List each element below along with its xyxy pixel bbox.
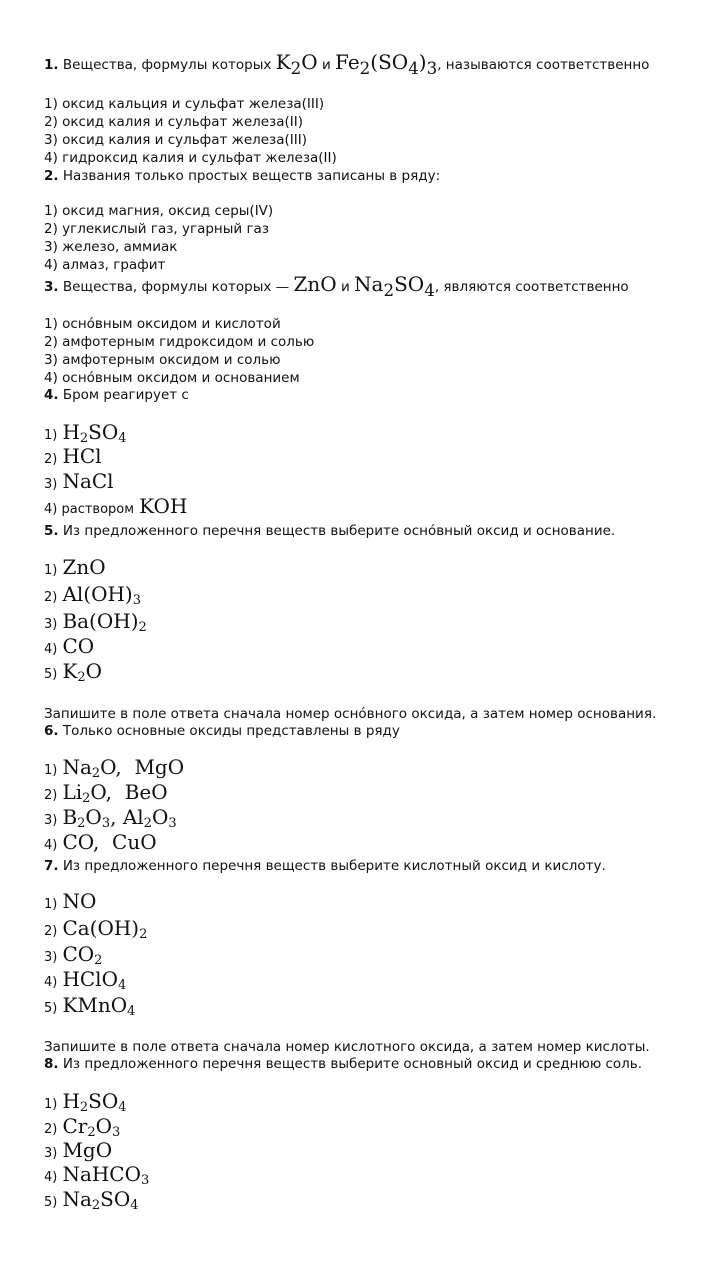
question-3 [44, 272, 629, 300]
option-label: 1) [44, 428, 58, 443]
option [44, 755, 184, 779]
formula: $Li_2O$, BeO [62, 780, 168, 806]
formula: KMnO$_4$ [62, 993, 136, 1019]
question-5 [44, 523, 615, 539]
formula: $Na_2SO_4$ [354, 272, 435, 300]
option-label: 3) [44, 1146, 58, 1161]
formula: NO [62, 889, 97, 913]
question-number: 2. [44, 168, 59, 184]
option: 1) оснóвным оксидом и кислотой [44, 316, 281, 332]
formula: $H_2SO_4$ [62, 1089, 127, 1115]
option: 4) алмаз, графит [44, 257, 166, 273]
option [44, 1114, 120, 1138]
question-text: Вещества, формулы которых [62, 57, 272, 73]
question-number: 4. [44, 387, 59, 403]
option-label: 5) [44, 1195, 58, 1210]
formula: $Cr_2O_3$ [62, 1114, 121, 1140]
question-text: Только основные оксиды представлены в ряду [62, 723, 400, 739]
option-label: 5) [44, 1001, 58, 1016]
answer-instruction: Запишите в поле ответа сначала номер оснóвного оксида, а затем номер основания. [44, 706, 657, 722]
question-text: , называются соответственно [437, 57, 650, 73]
question-number: 1. [44, 57, 59, 73]
option-label: 4) [44, 975, 58, 990]
formula: MgO [62, 1138, 113, 1162]
question-number: 7. [44, 858, 59, 874]
option: 2) углекислый газ, угарный газ [44, 221, 270, 237]
formula: $Fe_2(SO_4)_3$ [335, 50, 438, 78]
option: 3) амфотерным оксидом и солью [44, 352, 281, 368]
option-label: 3) [44, 813, 58, 828]
option: 4) оснóвным оксидом и основанием [44, 370, 300, 386]
question-6 [44, 723, 400, 739]
formula: $Na_2O$, MgO [62, 755, 185, 781]
option: 3) железо, аммиак [44, 239, 178, 255]
question-text: , являются соответственно [434, 279, 629, 295]
option [44, 555, 106, 579]
question-1 [44, 50, 649, 78]
option-label: 2) [44, 924, 58, 939]
formula: NaHCO$_3$ [62, 1162, 150, 1188]
option [44, 1138, 112, 1162]
formula: NaCl [62, 469, 114, 493]
option-label: 3) [44, 950, 58, 965]
question-7 [44, 858, 606, 874]
option [44, 634, 94, 658]
option [44, 1089, 127, 1113]
question-text: Бром реагирует с [62, 387, 189, 403]
option [44, 659, 102, 683]
option [44, 993, 135, 1017]
option-label: 4) [44, 642, 58, 657]
question-number: 8. [44, 1056, 59, 1072]
option-label: 3) [44, 477, 58, 492]
formula: HCl [62, 444, 102, 468]
option-label: 2) [44, 788, 58, 803]
option [44, 916, 147, 940]
formula: HClO$_4$ [62, 967, 127, 993]
formula: $CO_2$ [62, 942, 103, 968]
formula: $B_2O_3$, $Al_2O_3$ [62, 805, 177, 831]
question-2 [44, 168, 440, 184]
option: 3) оксид калия и сульфат железа(III) [44, 132, 307, 148]
option [44, 1187, 139, 1211]
question-4 [44, 387, 189, 403]
formula: $K_2O$ [275, 50, 318, 78]
option-label: 2) [44, 1122, 58, 1137]
option: 2) амфотерным гидроксидом и солью [44, 334, 315, 350]
question-text: Из предложенного перечня веществ выберите основный оксид и среднюю соль. [62, 1056, 643, 1072]
formula: $K_2O$ [62, 659, 103, 685]
option: 1) оксид кальция и сульфат железа(III) [44, 96, 325, 112]
question-number: 3. [44, 279, 59, 295]
option [44, 805, 177, 829]
formula: $Al(OH)_3$ [62, 582, 142, 608]
formula: CO, CuO [62, 830, 157, 854]
option [44, 942, 102, 966]
option [44, 830, 157, 854]
formula: $H_2SO_4$ [62, 420, 127, 446]
option-label: 1) [44, 763, 58, 778]
formula: CO [62, 634, 95, 658]
option-label: 4) [44, 1170, 58, 1185]
option [44, 469, 114, 493]
option: 1) оксид магния, оксид серы(IV) [44, 203, 274, 219]
option-label: 4) раствором [44, 502, 135, 517]
option-label: 2) [44, 590, 58, 605]
option-label: 1) [44, 1097, 58, 1112]
option [44, 967, 126, 991]
conjunction: и [340, 279, 350, 295]
option [44, 609, 147, 633]
question-text: Из предложенного перечня веществ выберите оснóвный оксид и основание. [62, 523, 616, 539]
option [44, 889, 96, 913]
option-label: 3) [44, 617, 58, 632]
answer-instruction: Запишите в поле ответа сначала номер кислотного оксида, а затем номер кислоты. [44, 1039, 650, 1055]
option [44, 444, 102, 468]
conjunction: и [321, 57, 331, 73]
formula: ZnO [62, 555, 106, 579]
formula: ZnO [293, 272, 337, 296]
question-number: 6. [44, 723, 59, 739]
option [44, 494, 187, 518]
option-label: 2) [44, 452, 58, 467]
formula: $Ca(OH)_2$ [62, 916, 148, 942]
option [44, 582, 141, 606]
option: 4) гидроксид калия и сульфат железа(II) [44, 150, 337, 166]
option-label: 5) [44, 667, 58, 682]
formula: KOH [139, 494, 188, 518]
option-label: 4) [44, 838, 58, 853]
option: 2) оксид калия и сульфат железа(II) [44, 114, 304, 130]
question-text: Из предложенного перечня веществ выберите кислотный оксид и кислоту. [62, 858, 606, 874]
question-text: Названия только простых веществ записаны в ряду: [62, 168, 441, 184]
question-number: 5. [44, 523, 59, 539]
question-text: Вещества, формулы которых — [62, 279, 290, 295]
question-8 [44, 1056, 642, 1072]
option-label: 1) [44, 563, 58, 578]
option [44, 780, 168, 804]
option [44, 1162, 149, 1186]
option-label: 1) [44, 897, 58, 912]
option [44, 420, 127, 444]
formula: $Ba(OH)_2$ [62, 609, 147, 635]
formula: $Na_2SO_4$ [62, 1187, 139, 1213]
